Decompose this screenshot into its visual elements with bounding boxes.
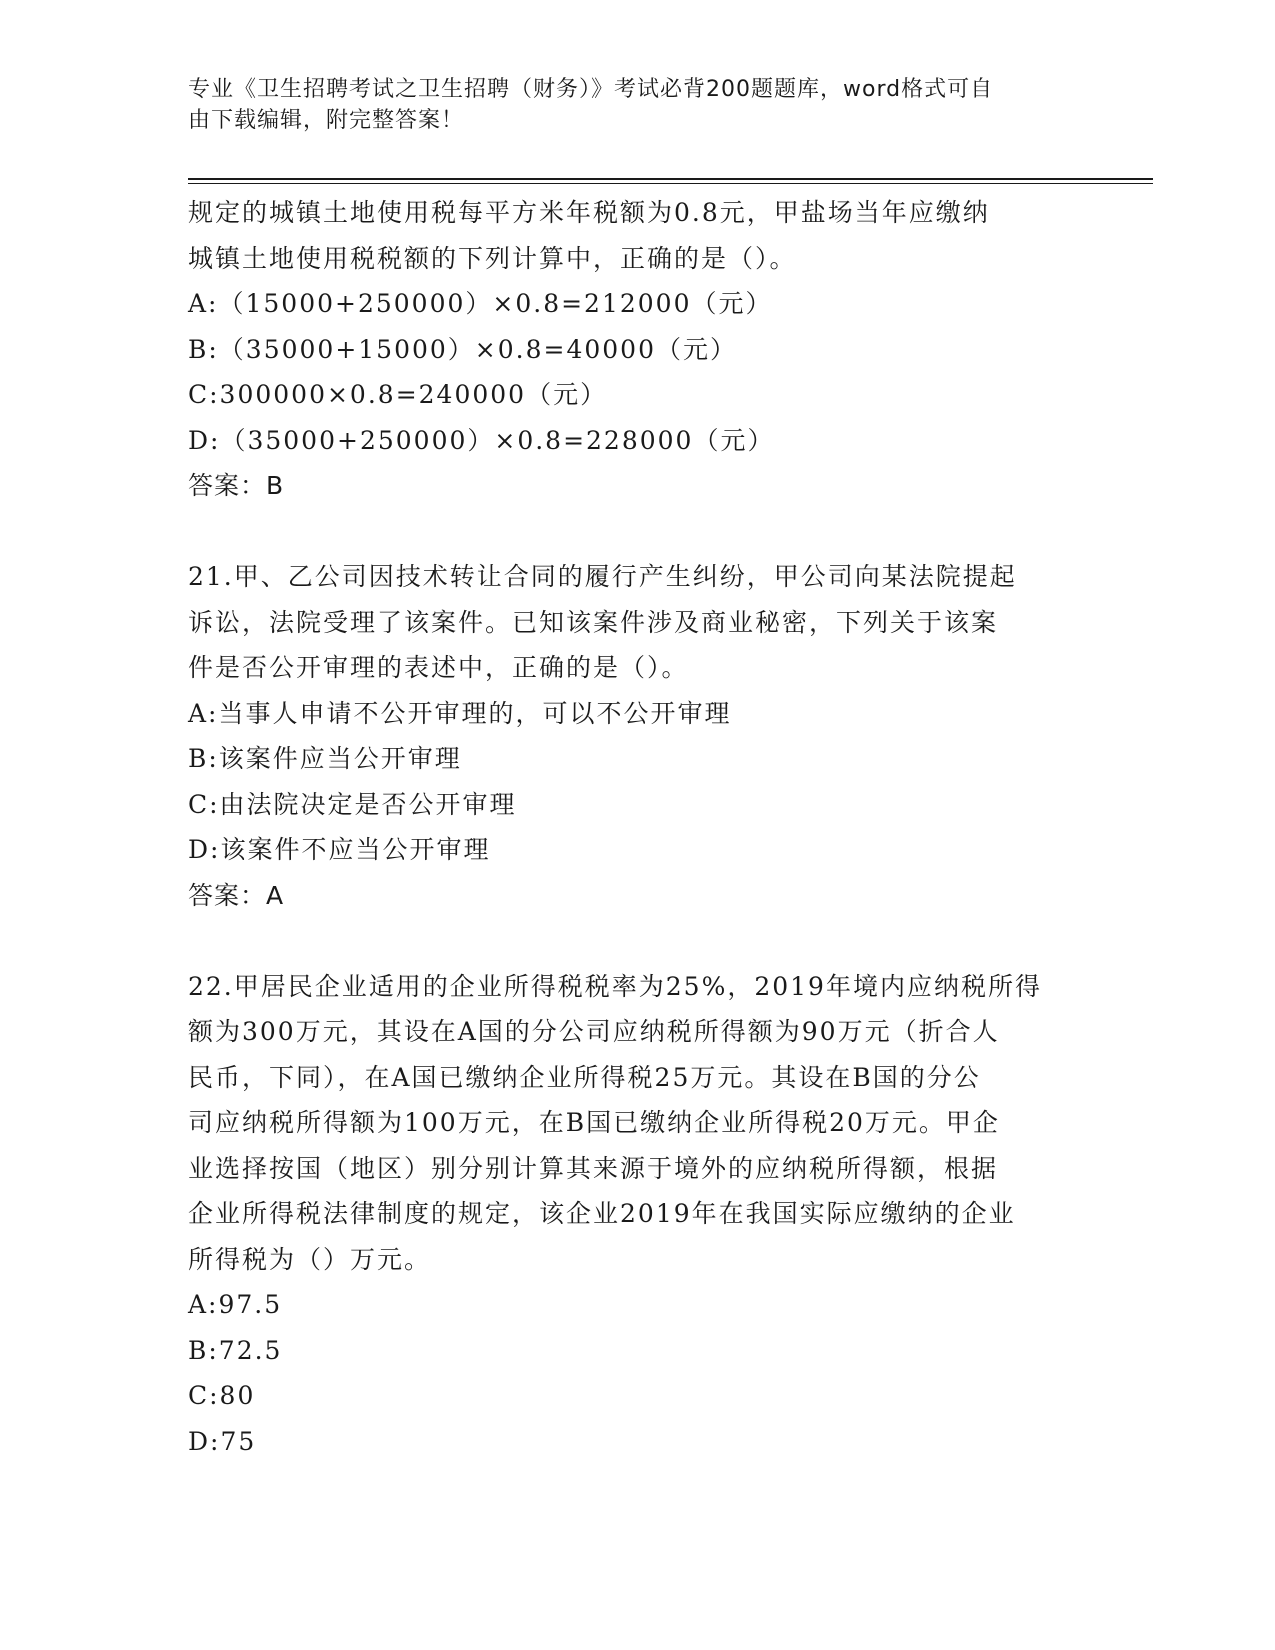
question-stem-line: 22.甲居民企业适用的企业所得税税率为25%，2019年境内应纳税所得 xyxy=(188,971,1042,1001)
question-stem-line: 规定的城镇土地使用税每平方米年税额为0.8元，甲盐场当年应缴纳 xyxy=(188,198,990,227)
header-line-2: 由下载编辑，附完整答案！ xyxy=(188,108,465,133)
spacer xyxy=(188,509,1088,555)
answer-line: 答案：B xyxy=(188,471,285,500)
question-stem-line: 诉讼，法院受理了该案件。已知该案件涉及商业秘密，下列关于该案 xyxy=(188,607,999,637)
option-b: B:（35000+15000）×0.8=40000（元） xyxy=(188,334,737,364)
question-stem-line: 件是否公开审理的表述中，正确的是（）。 xyxy=(188,653,689,682)
option-b: B:该案件应当公开审理 xyxy=(188,744,462,773)
question-stem-line: 企业所得税法律制度的规定，该企业2019年在我国实际应缴纳的企业 xyxy=(188,1199,1016,1228)
question-stem-line: 额为300万元，其设在A国的分公司应纳税所得额为90万元（折合人 xyxy=(188,1017,1000,1046)
option-c: C:80 xyxy=(188,1381,256,1410)
option-a: A:97.5 xyxy=(188,1290,283,1319)
question-21 xyxy=(188,554,1088,918)
question-stem-line: 业选择按国（地区）别分别计算其来源于境外的应纳税所得额，根据 xyxy=(188,1153,999,1183)
option-a: A:当事人申请不公开审理的，可以不公开审理 xyxy=(188,698,732,728)
spacer xyxy=(188,918,1088,964)
question-stem-line: 城镇土地使用税税额的下列计算中，正确的是（）。 xyxy=(188,243,797,273)
option-a: A:（15000+250000）×0.8=212000（元） xyxy=(188,289,773,318)
answer-line: 答案：A xyxy=(188,880,285,910)
question-stem-line: 司应纳税所得额为100万元，在B国已缴纳企业所得税20万元。甲企 xyxy=(188,1108,1000,1137)
question-stem-line: 民币，下同），在A国已缴纳企业所得税25万元。其设在B国的分公 xyxy=(188,1062,981,1092)
option-c: C:由法院决定是否公开审理 xyxy=(188,789,517,819)
question-22 xyxy=(188,964,1088,1465)
question-20 xyxy=(188,190,1088,509)
option-d: D:该案件不应当公开审理 xyxy=(188,835,491,864)
option-d: D:（35000+250000）×0.8=228000（元） xyxy=(188,425,775,455)
option-d: D:75 xyxy=(188,1426,257,1456)
option-c: C:300000×0.8=240000（元） xyxy=(188,380,608,409)
document-body xyxy=(188,190,1088,1464)
header-divider-thin xyxy=(188,183,1153,184)
question-stem-line: 所得税为（）万元。 xyxy=(188,1244,432,1274)
document-header xyxy=(188,74,1068,136)
header-divider-thick xyxy=(188,178,1153,180)
question-stem-line: 21.甲、乙公司因技术转让合同的履行产生纠纷，甲公司向某法院提起 xyxy=(188,562,1017,591)
header-line-1: 专业《卫生招聘考试之卫生招聘（财务）》考试必背200题题库，word格式可自 xyxy=(188,77,994,102)
option-b: B:72.5 xyxy=(188,1335,283,1365)
